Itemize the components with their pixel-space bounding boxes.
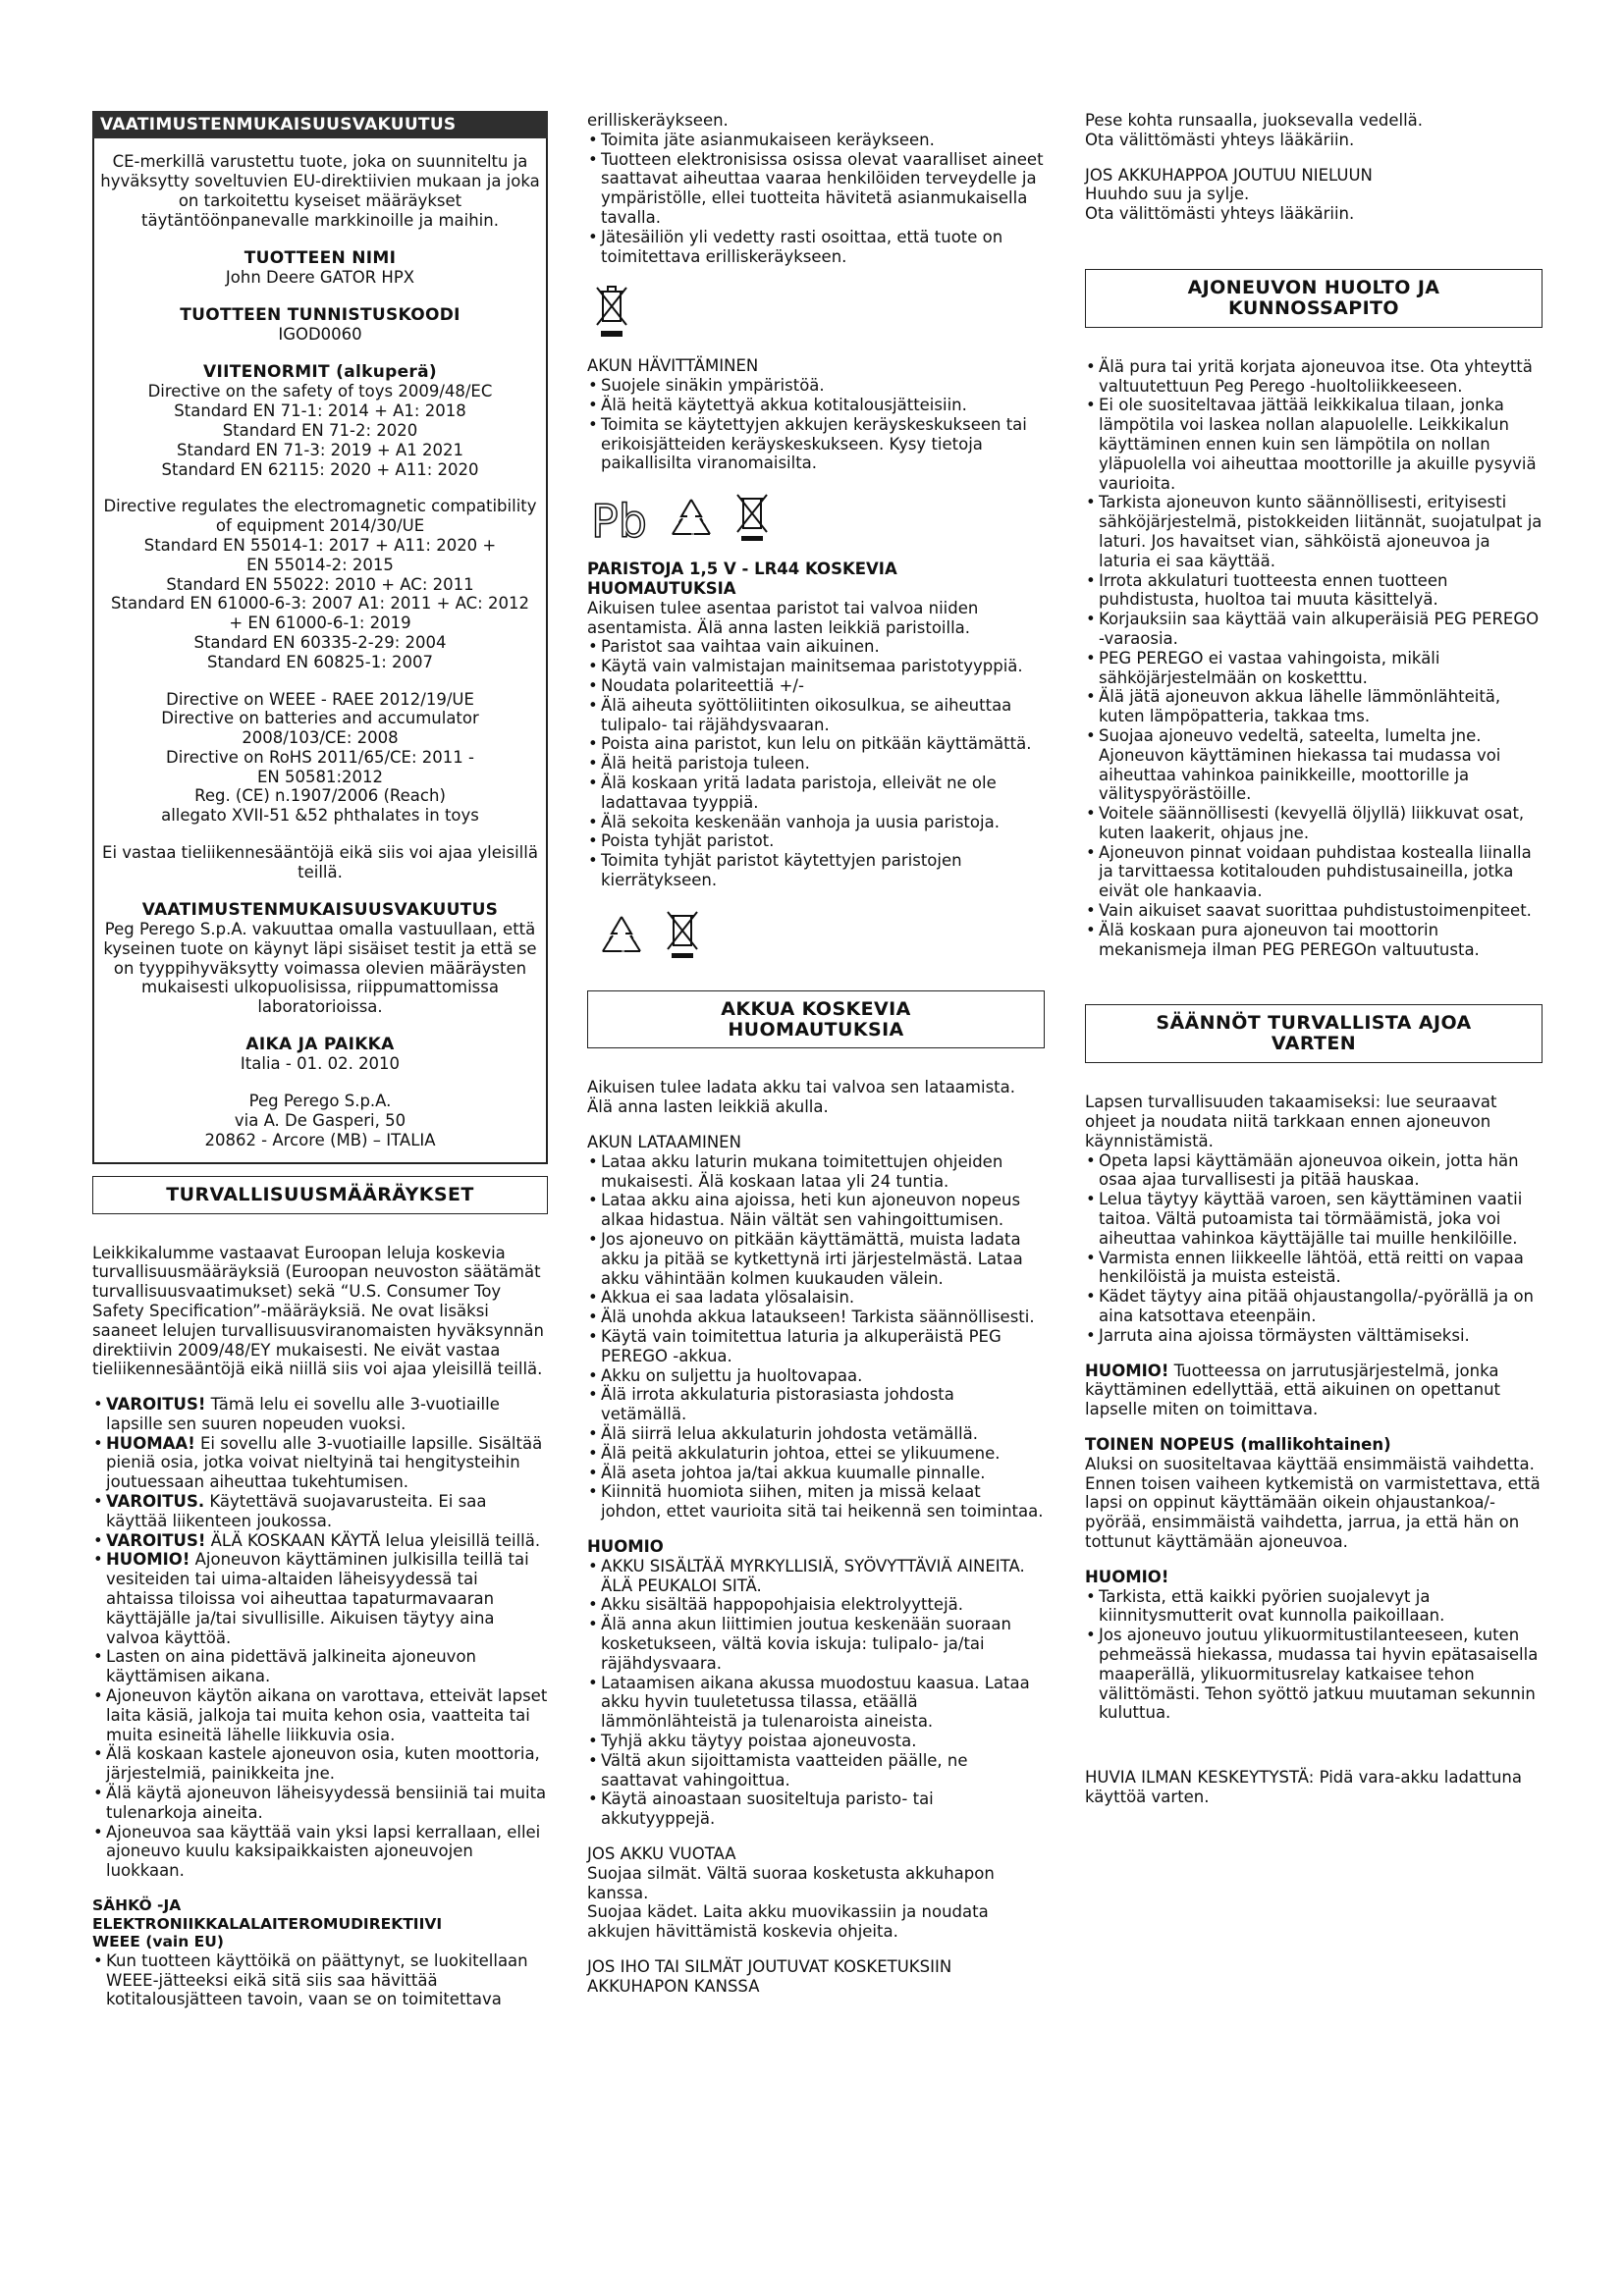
weee-heading: SÄHKÖ -JA	[92, 1896, 182, 1915]
conformity-bar-title: VAATIMUSTENMUKAISUUSVAKUUTUS	[92, 111, 548, 138]
column-right	[1085, 111, 1543, 1807]
emc-line: of equipment 2014/30/UE	[215, 516, 425, 536]
list-item: • Tuotteen elektronisissa osissa olevat vaaralliset aineet saattavat aiheuttaa vaaraa henkilöiden terveydelle ja ympäristölle, ellei tuotteita hävitetä asianmukaisella tavalla.	[587, 150, 1045, 228]
fun-text: HUVIA ILMAN KESKEYTYSTÄ: Pidä vara-akku ladattuna käyttöä varten.	[1085, 1768, 1523, 1806]
list-item: • Voitele säännöllisesti (kevyellä öljyllä) liikkuvat osat, kuten laakerit, ohjaus jne.	[1085, 804, 1543, 843]
warning-label: VAROITUS.	[106, 1492, 205, 1512]
list-item: • Lelua täytyy käyttää varoen, sen käyttäminen vaatii taitoa. Vältä putoamista tai törmäämistä, joka voi aiheuttaa vahinkoa käyttäjälle tai muille henkilöille.	[1085, 1190, 1543, 1248]
pb-icon: Pb	[591, 495, 647, 549]
traffic-note: Ei vastaa tieliikennesääntöjä eikä siis voi ajaa yleisillä teillä.	[102, 843, 538, 881]
battery-recycle-icons	[587, 906, 1045, 961]
list-item	[92, 1531, 548, 1551]
list-item: • Älä sekoita keskenään vanhoja ja uusia paristoja.	[587, 813, 1045, 832]
safety-warnings-list	[92, 1395, 548, 1881]
list-item: • Älä aiheuta syöttöliitinten oikosulkua, se aiheuttaa tulipalo- tai räjähdysvaaran.	[587, 696, 1045, 735]
list-item: • Käytä ainoastaan suositeltuja paristo- tai akkutyyppejä.	[587, 1789, 1045, 1829]
address-line: via A. De Gasperi, 50	[234, 1111, 406, 1131]
charging-heading: AKUN LATAAMINEN	[587, 1133, 741, 1152]
list-item	[92, 1823, 548, 1881]
maintenance-title-line: KUNNOSSAPITO	[1228, 296, 1399, 319]
warning-text: ÄLÄ KOSKAAN KÄYTÄ lelua yleisillä teillä.	[205, 1530, 541, 1550]
emc-line: Directive regulates the electromagnetic compatibility	[103, 497, 537, 516]
list-item	[92, 1434, 548, 1492]
warning-label: HUOMIO!	[106, 1550, 190, 1570]
emc-line: + EN 61000-6-1: 2019	[229, 614, 411, 633]
battery-disposal-list	[587, 376, 1045, 473]
list-item: • Älä heitä käytettyä akkua kotitalousjätteisiin.	[587, 396, 1045, 415]
recycle-icon	[595, 912, 648, 961]
weee-line: 2008/103/CE: 2008	[242, 728, 399, 748]
weee-line: allegato XVII-51 &52 phthalates in toys	[161, 806, 479, 826]
list-item	[92, 1744, 548, 1784]
second-speed-heading: TOINEN NOPEUS (mallikohtainen)	[1085, 1435, 1391, 1454]
caution-list	[1085, 1587, 1543, 1724]
list-item: • Kiinnitä huomiota siihen, miten ja missä kelaat johdon, ettet vaurioita sitä tai heikennä sen toimintaa.	[587, 1482, 1045, 1522]
small-batteries-list	[587, 637, 1045, 889]
weee-list	[92, 1951, 548, 2009]
list-item: • Älä anna akun liittimien joutua keskenään suoraan kosketukseen, vältä kovia iskuja: tulipalo- ja/tai räjähdysvaara.	[587, 1615, 1045, 1673]
list-item: • Tyhjä akku täytyy poistaa ajoneuvosta.	[587, 1732, 1045, 1751]
emc-line: Standard EN 55014-1: 2017 + A11: 2020 +	[143, 535, 497, 555]
warning-text: Käytettävä suojavarusteita. Ei saa käyttää liikenteen joukossa.	[106, 1492, 487, 1530]
weee-line: Directive on WEEE - RAEE 2012/19/UE	[166, 689, 474, 709]
list-item: • Poista aina paristot, kun lelu on pitkään käyttämättä.	[587, 734, 1045, 754]
maintenance-list	[1085, 357, 1543, 960]
disposal-continuation: erilliskeräykseen.	[587, 111, 729, 130]
list-item: • Käytä vain toimitettua laturia ja alkuperäistä PEG PEREGO -akkua.	[587, 1327, 1045, 1366]
small-batteries-intro: Aikuisen tulee asentaa paristot tai valvoa niiden asentamista. Älä anna lasten leikkiä paristoilla.	[587, 598, 979, 637]
list-item	[92, 1395, 548, 1434]
list-item: • Älä heitä paristoja tuleen.	[587, 754, 1045, 774]
list-item: • Käytä vain valmistajan mainitsemaa paristotyyppiä.	[587, 657, 1045, 676]
conformity-box	[92, 138, 548, 1163]
list-item: • Korjauksiin saa käyttää vain alkuperäisiä PEG PEREGO -varaosia.	[1085, 610, 1543, 649]
list-item	[92, 1784, 548, 1823]
warning-text: Ajoneuvoa saa käyttää vain yksi lapsi kerrallaan, ellei ajoneuvo kuulu kaksipaikkaisten ajoneuvojen luokkaan.	[106, 1822, 541, 1881]
warning-label: HUOMAA!	[106, 1433, 195, 1453]
list-item: • Älä aseta johtoa ja/tai akkua kuumalle pinnalle.	[587, 1464, 1045, 1483]
second-speed-text: Aluksi on suositeltavaa käyttää ensimmäistä vaihdetta. Ennen toisen vaiheen kytkemistä on varmistettava, että lapsi on oppinut käyttämään oikein ohjaustankoa/-pyörää, ensimmäistä vaihdetta, jarrua, ja että hän on tottunut käyttämään ajoneuvoa.	[1085, 1454, 1541, 1551]
skin-heading: JOS IHO TAI SILMÄT JOUTUVAT KOSKETUKSIIN AKKUHAPON KANSSA	[587, 1956, 952, 1996]
list-item: • PEG PEREGO ei vastaa vahingoista, mikäli sähköjärjestelmään on kosketttu.	[1085, 649, 1543, 688]
time-place: Italia - 01. 02. 2010	[240, 1054, 401, 1074]
maintenance-title-line: AJONEUVON HUOLTO JA	[1187, 276, 1440, 298]
warning-label: VAROITUS!	[106, 1530, 206, 1550]
emc-line: Standard EN 55022: 2010 + AC: 2011	[166, 574, 474, 594]
standards-heading: VIITENORMIT (alkuperä)	[203, 361, 437, 382]
leak-line: Suojaa silmät. Vältä suoraa kosketusta akkuhapon kanssa.	[587, 1863, 995, 1902]
list-item: • Älä unohda akkua lataukseen! Tarkista säännöllisesti.	[587, 1308, 1045, 1327]
list-item: • Älä peitä akkulaturin johtoa, ettei se ylikuumene.	[587, 1444, 1045, 1464]
safe-driving-title-line: VARTEN	[1271, 1033, 1357, 1055]
skin-line: Ota välittömästi yhteys lääkäriin.	[1085, 130, 1355, 149]
brake-label: HUOMIO!	[1085, 1361, 1169, 1380]
list-item: • Noudata polariteettiä +/-	[587, 676, 1045, 696]
list-item: • Akku sisältää happopohjaisia elektrolyyttejä.	[587, 1595, 1045, 1615]
leak-heading: JOS AKKU VUOTAA	[587, 1843, 736, 1863]
column-middle	[587, 111, 1045, 1997]
list-item: • Älä koskaan yritä ladata paristoja, elleivät ne ole ladattavaa tyyppiä.	[587, 774, 1045, 813]
weee-heading: WEEE (vain EU)	[92, 1933, 224, 1951]
address-line: 20862 - Arcore (MB) – ITALIA	[204, 1130, 436, 1149]
list-item: • Akku on suljettu ja huoltovapaa.	[587, 1366, 1045, 1386]
list-item	[92, 1647, 548, 1686]
product-code-heading: TUOTTEEN TUNNISTUSKOODI	[180, 304, 460, 325]
list-item: • Jätesäiliön yli vedetty rasti osoittaa, että tuote on toimitettava erilliskeräykseen.	[587, 228, 1045, 267]
weee-line: Reg. (CE) n.1907/2006 (Reach)	[194, 786, 446, 806]
weee-line: EN 50581:2012	[256, 767, 384, 786]
weee-heading: ELEKTRONIIKKALALAITEROMUDIREKTIIVI	[92, 1914, 443, 1933]
warning-text: Ei sovellu alle 3-vuotiaille lapsille. Sisältää pieniä osia, jotka voivat nieltyinä tai hengitysteihin joutuessaan aiheuttaa tukehtumisen.	[106, 1433, 543, 1492]
battery-intro: Aikuisen tulee ladata akku tai valvoa sen lataamista. Älä anna lasten leikkiä akulla.	[587, 1078, 1015, 1117]
crossed-bin-icon	[735, 489, 769, 544]
weee-line: Directive on batteries and accumulator	[161, 709, 479, 728]
list-item	[92, 1686, 548, 1744]
list-item: • Poista tyhjät paristot.	[587, 831, 1045, 851]
brake-note	[1085, 1362, 1543, 1419]
column-left	[92, 111, 548, 2009]
list-item: • Jos ajoneuvo joutuu ylikuormitustilanteeseen, kuten pehmeässä hiekassa, mudassa tai hyvin epätasaisella maaperällä, ylikuormitusrelay katkaisee tehon välittömästi. Tehon syöttö jatkuu muutaman sekunnin kuluttua.	[1085, 1626, 1543, 1723]
standard-line: Standard EN 62115: 2020 + A11: 2020	[161, 459, 479, 479]
list-item: • Tarkista, että kaikki pyörien suojalevyt ja kiinnitysmutterit ovat kunnolla paikoillaan.	[1085, 1587, 1543, 1627]
emc-line: Standard EN 60335-2-29: 2004	[193, 632, 447, 652]
list-item: • Suojaa ajoneuvo vedeltä, sateelta, lumelta jne. Ajoneuvon käyttäminen hiekassa tai mudassa voi aiheuttaa vahinkoa painikkeille, moottorille ja välityspyörästöille.	[1085, 726, 1543, 804]
list-item	[92, 1492, 548, 1531]
list-item: • Toimita tyhjät paristot käytettyjen paristojen kierrätykseen.	[587, 851, 1045, 890]
list-item: • Älä siirrä lelua akkulaturin johdosta vetämällä.	[587, 1424, 1045, 1444]
caution-heading: HUOMIO!	[1085, 1567, 1169, 1586]
list-item: • Vältä akun sijoittamista vaatteiden päälle, ne saattavat vahingoittua.	[587, 1751, 1045, 1790]
small-batteries-heading: PARISTOJA 1,5 V - LR44 KOSKEVIA	[587, 560, 897, 579]
list-item: • Kun tuotteen käyttöikä on päättynyt, se luokitellaan WEEE-jätteeksi eikä sitä siis saa hävittää kotitalousjätteen tavoin, vaan se on toimitettava	[92, 1951, 548, 2009]
safe-driving-intro: Lapsen turvallisuuden takaamiseksi: lue seuraavat ohjeet ja noudata niitä tarkkaan ennen ajoneuvon käynnistämistä.	[1085, 1093, 1497, 1150]
list-item: • Irrota akkulaturi tuotteesta ennen tuotteen puhdistusta, huoltoa tai muuta käsittelyä.	[1085, 571, 1543, 611]
battery-disposal-icons	[587, 489, 1045, 549]
warning-label: VAROITUS!	[106, 1395, 206, 1415]
list-item: • Lataa akku aina ajoissa, heti kun ajoneuvon nopeus alkaa hidastua. Näin vältät sen vahingoittumisen.	[587, 1191, 1045, 1230]
weee-line: Directive on RoHS 2011/65/CE: 2011 -	[166, 747, 474, 767]
standard-line: Standard EN 71-1: 2014 + A1: 2018	[174, 401, 466, 421]
maintenance-title	[1085, 269, 1543, 328]
list-item: • Älä irrota akkulaturia pistorasiasta johdosta vetämällä.	[587, 1385, 1045, 1424]
disposal-list	[587, 131, 1045, 267]
list-item: • Vain aikuiset saavat suorittaa puhdistustoimenpiteet.	[1085, 901, 1543, 921]
list-item: • Toimita jäte asianmukaiseen keräykseen.	[587, 131, 1045, 150]
declaration-text: Peg Perego S.p.A. vakuuttaa omalla vastuullaan, että kyseinen tuote on käynyt läpi sisäiset testit ja että se on tyyppihyväksytty voimassa olevien määräysten mukaisesti ulkopuolisissa, riippumattomissa laboratorioissa.	[103, 920, 537, 1017]
list-item: • Lataamisen aikana akussa muodostuu kaasua. Lataa akku hyvin tuuletetussa tilassa, etäällä lämmönlähteistä ja tulenaroista aineista.	[587, 1674, 1045, 1732]
recycle-icon	[665, 495, 718, 544]
standard-line: Standard EN 71-3: 2019 + A1 2021	[177, 440, 463, 459]
product-name-heading: TUOTTEEN NIMI	[244, 247, 397, 268]
list-item: • Paristot saa vaihtaa vain aikuinen.	[587, 637, 1045, 657]
brake-text: Tuotteessa on jarrutusjärjestelmä, jonka käyttäminen edellyttää, että aikuinen on opettanut lapselle miten on toimittava.	[1085, 1361, 1501, 1419]
safety-title: TURVALLISUUSMÄÄRÄYKSET	[92, 1176, 548, 1214]
leak-line: Suojaa kädet. Laita akku muovikassiin ja noudata akkujen hävittämistä koskevia ohjeita.	[587, 1902, 989, 1942]
list-item: • Lataa akku laturin mukana toimitettujen ohjeiden mukaisesti. Älä koskaan lataa yli 24 tuntia.	[587, 1152, 1045, 1192]
list-item: • Tarkista ajoneuvon kunto säännöllisesti, erityisesti sähköjärjestelmä, pistokkeiden liitännät, suojatulpat ja laturi. Jos havaitset vian, sähköistä ajoneuvoa ja laturia ei saa käyttää.	[1085, 493, 1543, 570]
warning-text: Tämä lelu ei sovellu alle 3-vuotiaille lapsille sen suuren nopeuden vuoksi.	[106, 1395, 500, 1433]
small-batteries-heading: HUOMAUTUKSIA	[587, 578, 736, 598]
skin-line: Pese kohta runsaalla, juoksevalla vedellä.	[1085, 111, 1424, 130]
product-code: IGOD0060	[278, 325, 362, 345]
list-item: • Älä pura tai yritä korjata ajoneuvoa itse. Ota yhteyttä valtuutettuun Peg Perego -huoltoliikkeeseen.	[1085, 357, 1543, 397]
list-item: • Ajoneuvon pinnat voidaan puhdistaa kostealla liinalla ja tarvittaessa kotitalouden puhdistusaineilla, jotka eivät ole hankaavia.	[1085, 843, 1543, 901]
conformity-intro: CE-merkillä varustettu tuote, joka on suunniteltu ja hyväksytty soveltuvien EU-direktiivien mukaan ja joka on tarkoitettu kyseiset määräykset täytäntöönpanevalle markkinoille ja maihin.	[100, 152, 540, 230]
list-item: • Jarruta aina ajoissa törmäysten välttämiseksi.	[1085, 1326, 1543, 1346]
caution-list	[587, 1557, 1045, 1829]
battery-title	[587, 990, 1045, 1049]
standard-line: Directive on the safety of toys 2009/48/EC	[147, 382, 493, 401]
standard-line: Standard EN 71-2: 2020	[222, 420, 418, 440]
list-item: • Kädet täytyy aina pitää ohjaustangolla/-pyörällä ja on aina katsottava eteenpäin.	[1085, 1287, 1543, 1326]
battery-title-line: AKKUA KOSKEVIA	[721, 997, 911, 1020]
list-item: • Varmista ennen liikkeelle lähtöä, että reitti on vapaa henkilöistä ja muista esteistä.	[1085, 1249, 1543, 1288]
safety-intro: Leikkikalumme vastaavat Euroopan leluja koskevia turvallisuusmääräyksiä (Euroopan neuvoston säätämät turvallisuusvaatimukset) sekä “U.S. Consumer Toy Safety Specification”-määräyksiä. Ne ovat lisäksi saaneet lelujen turvallisuusviranomaisten hyväksynnän direktiivin 2009/48/EY mukaisesti. Ne eivät vastaa tieliikennesääntöjä eikä niillä siis voi ajaa yleisillä teillä.	[92, 1243, 544, 1379]
swallow-heading: JOS AKKUHAPPOA JOUTUU NIELUUN	[1085, 165, 1373, 185]
list-item: • Ei ole suositeltavaa jättää leikkikalua tilaan, jonka lämpötila voi laskea nollan alapuolelle. Leikkikalun käyttäminen ennen kuin sen lämpötila on nollan yläpuolella voi aiheuttaa moottorille ja akuille pysyviä vaurioita.	[1085, 396, 1543, 493]
battery-disposal-heading: AKUN HÄVITTÄMINEN	[587, 356, 759, 376]
safe-driving-title	[1085, 1004, 1543, 1063]
warning-text: Ajoneuvon käytön aikana on varottava, etteivät lapset laita käsiä, jalkoja tai muita kehon osia, vaatteita tai muita esineitä lähelle liikkuvia osia.	[106, 1686, 548, 1744]
warning-text: Älä käytä ajoneuvon läheisyydessä bensiiniä tai muita tulenarkoja aineita.	[106, 1784, 547, 1822]
list-item: • Älä jätä ajoneuvon akkua lähelle lämmönlähteitä, kuten lämpöpatteria, takkaa tms.	[1085, 687, 1543, 726]
list-item: • Toimita se käytettyjen akkujen keräyskeskukseen tai erikoisjätteiden keräyskeskukseen. Kysy tietoja paikallisilta viranomaisilta.	[587, 415, 1045, 473]
emc-line: EN 55014-2: 2015	[246, 555, 394, 574]
safe-driving-list	[1085, 1151, 1543, 1346]
list-item	[92, 1550, 548, 1647]
battery-title-line: HUOMAUTUKSIA	[728, 1018, 904, 1041]
declaration-heading: VAATIMUSTENMUKAISUUSVAKUUTUS	[141, 899, 499, 920]
list-item: • Älä koskaan pura ajoneuvon tai moottorin mekanismeja ilman PEG PEREGOn valtuutusta.	[1085, 921, 1543, 960]
swallow-line: Huuhdo suu ja sylje.	[1085, 185, 1250, 204]
safe-driving-title-line: SÄÄNNÖT TURVALLISTA AJOA	[1156, 1012, 1472, 1035]
list-item: • AKKU SISÄLTÄÄ MYRKYLLISIÄ, SYÖVYTTÄVIÄ AINEITA. ÄLÄ PEUKALOI SITÄ.	[587, 1557, 1045, 1596]
crossed-bin-icon	[595, 282, 1045, 341]
warning-text: Ajoneuvon käyttäminen julkisilla teillä tai vesiteiden tai uima-altaiden läheisyydessä tai ahtaissa tiloissa voi aiheuttaa tapaturmavaaran käyttäjälle ja/tai sivullisille. Aikuisen täytyy aina valvoa käyttöä.	[106, 1550, 529, 1647]
charging-list	[587, 1152, 1045, 1522]
crossed-bin-icon	[666, 906, 699, 961]
list-item: • Suojele sinäkin ympäristöä.	[587, 376, 1045, 396]
address-line: Peg Perego S.p.A.	[248, 1092, 392, 1111]
list-item: • Jos ajoneuvo on pitkään käyttämättä, muista ladata akku ja pitää se kytkettynä irti järjestelmästä. Lataa akku vähintään kolmen kuukauden välein.	[587, 1230, 1045, 1288]
swallow-line: Ota välittömästi yhteys lääkäriin.	[1085, 204, 1355, 224]
emc-line: Standard EN 60825-1: 2007	[206, 652, 434, 671]
list-item: • Opeta lapsi käyttämään ajoneuvoa oikein, jotta hän osaa ajaa turvallisesti ja pitää hauskaa.	[1085, 1151, 1543, 1191]
list-item: • Akkua ei saa ladata ylösalaisin.	[587, 1288, 1045, 1308]
emc-line: Standard EN 61000-6-3: 2007 A1: 2011 + AC: 2012	[111, 594, 529, 614]
warning-text: Älä koskaan kastele ajoneuvon osia, kuten moottoria, järjestelmiä, painikkeita jne.	[106, 1744, 540, 1784]
warning-text: Lasten on aina pidettävä jalkineita ajoneuvon käyttämisen aikana.	[106, 1647, 476, 1686]
caution-heading: HUOMIO	[587, 1537, 664, 1557]
time-place-heading: AIKA JA PAIKKA	[245, 1035, 395, 1055]
product-name: John Deere GATOR HPX	[225, 267, 415, 287]
